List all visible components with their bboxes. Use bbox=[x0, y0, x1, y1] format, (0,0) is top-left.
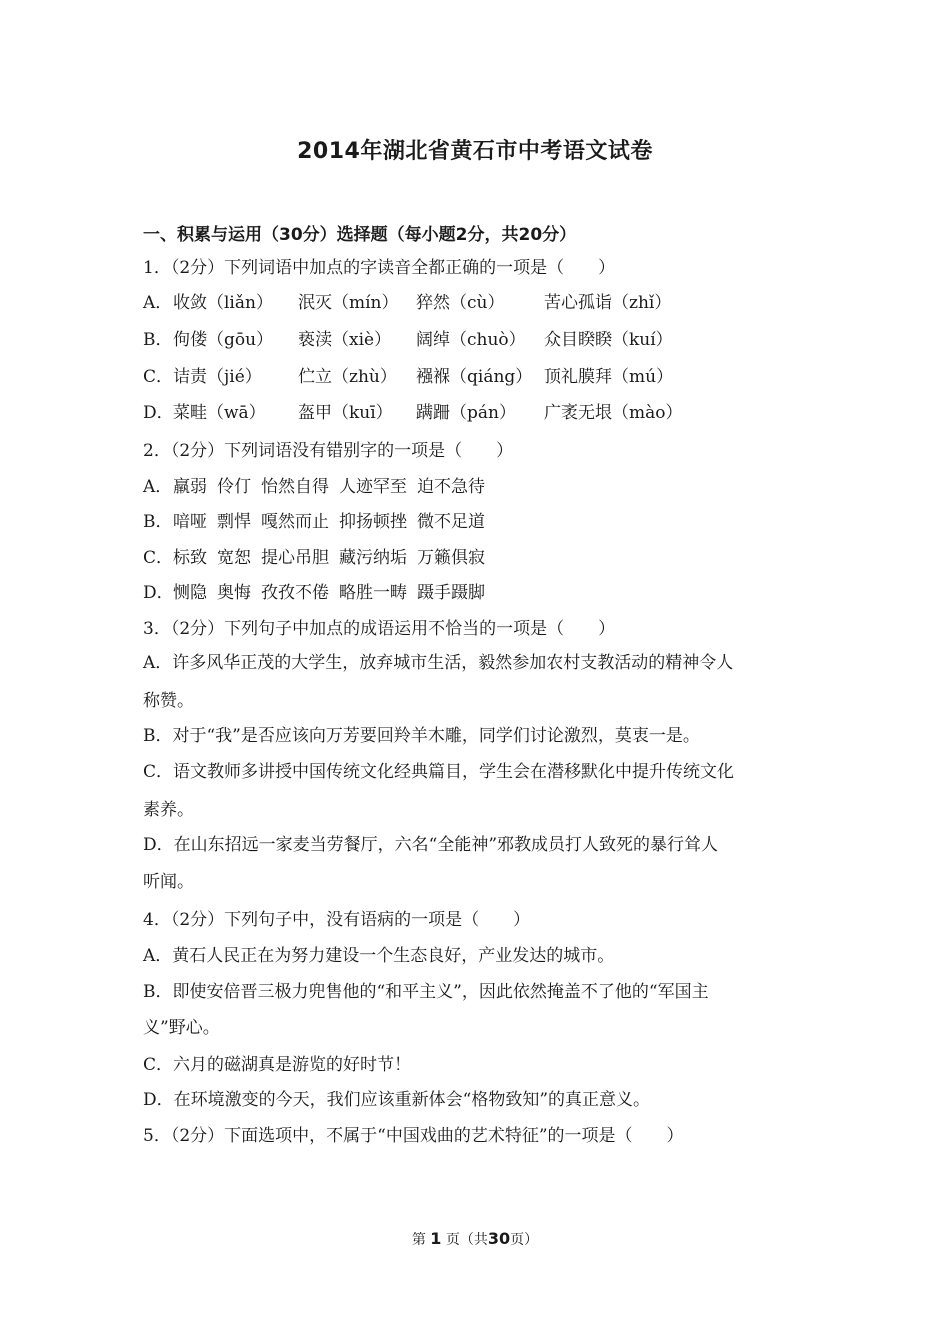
option-label: D． bbox=[143, 403, 174, 423]
footer-middle: 页（共 bbox=[445, 1232, 488, 1248]
option-word: 收敛（liǎn） bbox=[173, 293, 273, 313]
q3-option-b: B．对于“我”是否应该向万芳要回羚羊木雕，同学们讨论激烈，莫衷一是。 bbox=[143, 726, 700, 746]
option-word: 奥悔 bbox=[217, 583, 251, 603]
q4-stem: 4．（2分）下列句子中，没有语病的一项是（ ） bbox=[143, 910, 531, 930]
option-word: 恻隐 bbox=[173, 583, 207, 603]
option-word: 蹒跚（pán） bbox=[416, 403, 516, 423]
q4-option-b: B．即使安倍晋三极力兜售他的“和平主义”，因此依然掩盖不了他的“军国主 bbox=[143, 982, 709, 1002]
option-word: 蹑手蹑脚 bbox=[417, 583, 485, 603]
q3-option-c-cont: 素养。 bbox=[143, 800, 194, 820]
option-word: 诘责（jié） bbox=[173, 367, 262, 387]
option-word: 佝偻（gōu） bbox=[173, 330, 274, 350]
q2-option-b bbox=[143, 510, 495, 534]
option-word: 襁褓（qiáng） bbox=[416, 367, 533, 387]
option-word: 菜畦（wā） bbox=[173, 403, 266, 423]
q1-option-b bbox=[143, 328, 694, 352]
q3-stem: 3．（2分）下列句子中加点的成语运用不恰当的一项是（ ） bbox=[143, 619, 616, 639]
option-word: 伫立（zhù） bbox=[298, 367, 397, 387]
page-title: 2014年湖北省黄石市中考语文试卷 bbox=[297, 139, 653, 164]
option-word: 怡然自得 bbox=[261, 477, 329, 497]
q4-option-c: C．六月的磁湖真是游览的好时节！ bbox=[143, 1055, 412, 1075]
q3-option-c: C．语文教师多讲授中国传统文化经典篇目，学生会在潜移默化中提升传统文化 bbox=[143, 762, 735, 782]
option-word: 人迹罕至 bbox=[339, 477, 407, 497]
q3-option-d: D．在山东招远一家麦当劳餐厅，六名“全能神”邪教成员打人致死的暴行耸人 bbox=[143, 835, 719, 855]
option-word: 苦心孤诣（zhǐ） bbox=[544, 293, 672, 313]
option-word: 猝然（cù） bbox=[416, 293, 505, 313]
q2-option-a bbox=[143, 475, 495, 499]
option-word: 抑扬顿挫 bbox=[339, 512, 407, 532]
option-label: B． bbox=[143, 330, 173, 350]
option-word: 剽悍 bbox=[217, 512, 251, 532]
option-word: 伶仃 bbox=[217, 477, 251, 497]
option-word: 阔绰（chuò） bbox=[416, 330, 526, 350]
option-label: D． bbox=[143, 583, 174, 603]
q4-option-a: A．黄石人民正在为努力建设一个生态良好，产业发达的城市。 bbox=[143, 946, 615, 966]
q2-option-d bbox=[143, 581, 495, 605]
option-word: 万籁俱寂 bbox=[417, 548, 485, 568]
option-word: 标致 bbox=[173, 548, 207, 568]
option-label: C． bbox=[143, 548, 174, 568]
q2-option-c bbox=[143, 546, 495, 570]
option-label: A． bbox=[143, 293, 173, 313]
q1-option-d bbox=[143, 401, 694, 425]
option-word: 微不足道 bbox=[417, 512, 485, 532]
q3-option-d-cont: 听闻。 bbox=[143, 872, 194, 892]
q4-option-b-cont: 义”野心。 bbox=[143, 1018, 220, 1038]
q1-option-a bbox=[143, 291, 694, 315]
option-word: 盔甲（kuī） bbox=[298, 403, 393, 423]
option-label: B． bbox=[143, 512, 173, 532]
page-footer bbox=[0, 1229, 950, 1249]
option-label: C． bbox=[143, 367, 174, 387]
q1-stem: 1．（2分）下列词语中加点的字读音全都正确的一项是（ ） bbox=[143, 258, 616, 278]
option-word: 迫不急待 bbox=[417, 477, 485, 497]
option-word: 宽恕 bbox=[217, 548, 251, 568]
option-label: A． bbox=[143, 477, 173, 497]
option-word: 略胜一畴 bbox=[339, 583, 407, 603]
option-word: 喑哑 bbox=[173, 512, 207, 532]
footer-prefix: 第 bbox=[411, 1232, 426, 1248]
option-word: 亵渎（xiè） bbox=[298, 330, 392, 350]
option-word: 羸弱 bbox=[173, 477, 207, 497]
option-word: 广袤无垠（mào） bbox=[544, 403, 683, 423]
option-word: 顶礼膜拜（mú） bbox=[544, 367, 674, 387]
option-word: 藏污纳垢 bbox=[339, 548, 407, 568]
q1-option-c bbox=[143, 365, 694, 389]
option-word: 嘎然而止 bbox=[261, 512, 329, 532]
option-word: 众目睽睽（kuí） bbox=[544, 330, 673, 350]
q3-option-a: A．许多风华正茂的大学生，放弃城市生活，毅然参加农村支教活动的精神令人 bbox=[143, 653, 734, 673]
q2-stem: 2．（2分）下列词语没有错别字的一项是（ ） bbox=[143, 441, 514, 461]
footer-page-number: 1 bbox=[430, 1229, 442, 1248]
q3-option-a-cont: 称赞。 bbox=[143, 691, 194, 711]
footer-suffix: 页） bbox=[510, 1232, 539, 1248]
option-word: 泯灭（mín） bbox=[298, 293, 399, 313]
option-word: 孜孜不倦 bbox=[261, 583, 329, 603]
section-heading: 一、积累与运用（30分）选择题（每小题2分，共20分） bbox=[143, 225, 577, 245]
footer-total-pages: 30 bbox=[487, 1229, 511, 1248]
q4-option-d: D．在环境激变的今天，我们应该重新体会“格物致知”的真正意义。 bbox=[143, 1090, 651, 1110]
option-word: 提心吊胆 bbox=[261, 548, 329, 568]
q5-stem: 5．（2分）下面选项中，不属于“中国戏曲的艺术特征”的一项是（ ） bbox=[143, 1126, 684, 1146]
